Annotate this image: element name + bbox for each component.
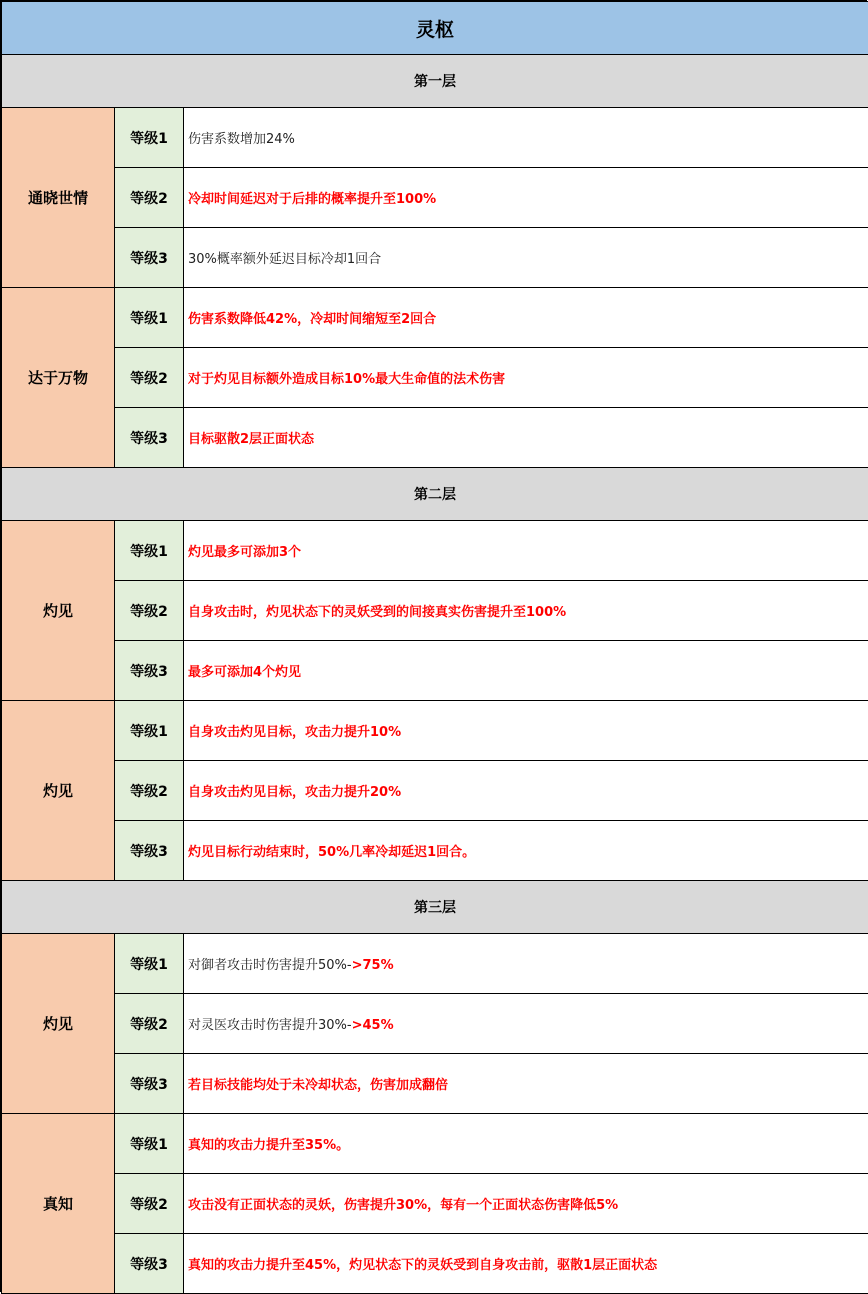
description-text: 对灵医攻击时伤害提升30%- xyxy=(188,1018,352,1033)
level-row xyxy=(2,581,868,641)
level-description xyxy=(184,1234,868,1294)
description-text: 目标驱散2层正面状态 xyxy=(188,432,314,447)
level-description xyxy=(184,934,868,994)
level-label: 等级3 xyxy=(115,821,184,881)
level-row xyxy=(2,701,868,761)
level-label: 等级2 xyxy=(115,348,184,408)
level-label: 等级2 xyxy=(115,1174,184,1234)
description-text: 对于灼见目标额外造成目标10%最大生命值的法术伤害 xyxy=(188,372,505,387)
level-description xyxy=(184,761,868,821)
level-row xyxy=(2,1114,868,1174)
skill-name: 灼见 xyxy=(2,521,115,701)
layer-title: 第一层 xyxy=(2,55,868,108)
level-description xyxy=(184,994,868,1054)
level-label: 等级3 xyxy=(115,408,184,468)
level-label: 等级3 xyxy=(115,1054,184,1114)
description-text: >75% xyxy=(352,958,394,973)
skill-name: 灼见 xyxy=(2,701,115,881)
level-row xyxy=(2,821,868,881)
level-row xyxy=(2,108,868,168)
sheet-title: 灵枢 xyxy=(2,2,868,55)
description-text: 灼见最多可添加3个 xyxy=(188,545,301,560)
level-row xyxy=(2,521,868,581)
level-row xyxy=(2,761,868,821)
level-description xyxy=(184,701,868,761)
description-text: 攻击没有正面状态的灵妖，伤害提升30%，每有一个正面状态伤害降低5% xyxy=(188,1198,618,1213)
skill-name: 达于万物 xyxy=(2,288,115,468)
level-description xyxy=(184,1174,868,1234)
level-description xyxy=(184,288,868,348)
level-row xyxy=(2,1054,868,1114)
level-description xyxy=(184,581,868,641)
level-label: 等级1 xyxy=(115,934,184,994)
level-label: 等级3 xyxy=(115,228,184,288)
description-text: 伤害系数降低42%，冷却时间缩短至2回合 xyxy=(188,312,436,327)
description-text: 30%概率额外延迟目标冷却1回合 xyxy=(188,252,381,267)
description-text: >45% xyxy=(352,1018,394,1033)
level-label: 等级1 xyxy=(115,701,184,761)
level-label: 等级2 xyxy=(115,994,184,1054)
description-text: 灼见目标行动结束时，50%几率冷却延迟1回合。 xyxy=(188,845,475,860)
layer-header-row xyxy=(2,468,868,521)
level-description xyxy=(184,821,868,881)
level-row xyxy=(2,408,868,468)
skill-table-body xyxy=(2,2,868,1294)
level-row xyxy=(2,994,868,1054)
description-text: 最多可添加4个灼见 xyxy=(188,665,301,680)
skill-name: 通晓世情 xyxy=(2,108,115,288)
description-text: 对御者攻击时伤害提升50%- xyxy=(188,958,352,973)
skill-name: 灼见 xyxy=(2,934,115,1114)
level-label: 等级1 xyxy=(115,1114,184,1174)
description-text: 冷却时间延迟对于后排的概率提升至100% xyxy=(188,192,436,207)
level-description xyxy=(184,108,868,168)
description-text: 自身攻击时，灼见状态下的灵妖受到的间接真实伤害提升至100% xyxy=(188,605,566,620)
title-row xyxy=(2,2,868,55)
skill-table xyxy=(1,1,868,1294)
layer-title: 第三层 xyxy=(2,881,868,934)
level-label: 等级3 xyxy=(115,641,184,701)
level-label: 等级2 xyxy=(115,581,184,641)
layer-title: 第二层 xyxy=(2,468,868,521)
level-description xyxy=(184,228,868,288)
level-description xyxy=(184,1054,868,1114)
level-description xyxy=(184,641,868,701)
level-label: 等级1 xyxy=(115,288,184,348)
level-row xyxy=(2,934,868,994)
level-description xyxy=(184,348,868,408)
layer-header-row xyxy=(2,881,868,934)
level-row xyxy=(2,1174,868,1234)
description-text: 真知的攻击力提升至35%。 xyxy=(188,1138,349,1153)
level-label: 等级1 xyxy=(115,108,184,168)
level-label: 等级2 xyxy=(115,761,184,821)
level-row xyxy=(2,228,868,288)
layer-header-row xyxy=(2,55,868,108)
skill-name: 真知 xyxy=(2,1114,115,1294)
level-description xyxy=(184,168,868,228)
level-description xyxy=(184,1114,868,1174)
level-row xyxy=(2,288,868,348)
description-text: 真知的攻击力提升至45%，灼见状态下的灵妖受到自身攻击前，驱散1层正面状态 xyxy=(188,1258,657,1273)
level-description xyxy=(184,408,868,468)
description-text: 自身攻击灼见目标，攻击力提升20% xyxy=(188,785,401,800)
description-text: 自身攻击灼见目标，攻击力提升10% xyxy=(188,725,401,740)
description-text: 伤害系数增加24% xyxy=(188,132,295,147)
description-text: 若目标技能均处于未冷却状态，伤害加成翻倍 xyxy=(188,1078,448,1093)
level-row xyxy=(2,1234,868,1294)
level-row xyxy=(2,348,868,408)
level-label: 等级3 xyxy=(115,1234,184,1294)
level-description xyxy=(184,521,868,581)
level-label: 等级1 xyxy=(115,521,184,581)
level-row xyxy=(2,641,868,701)
level-row xyxy=(2,168,868,228)
level-label: 等级2 xyxy=(115,168,184,228)
